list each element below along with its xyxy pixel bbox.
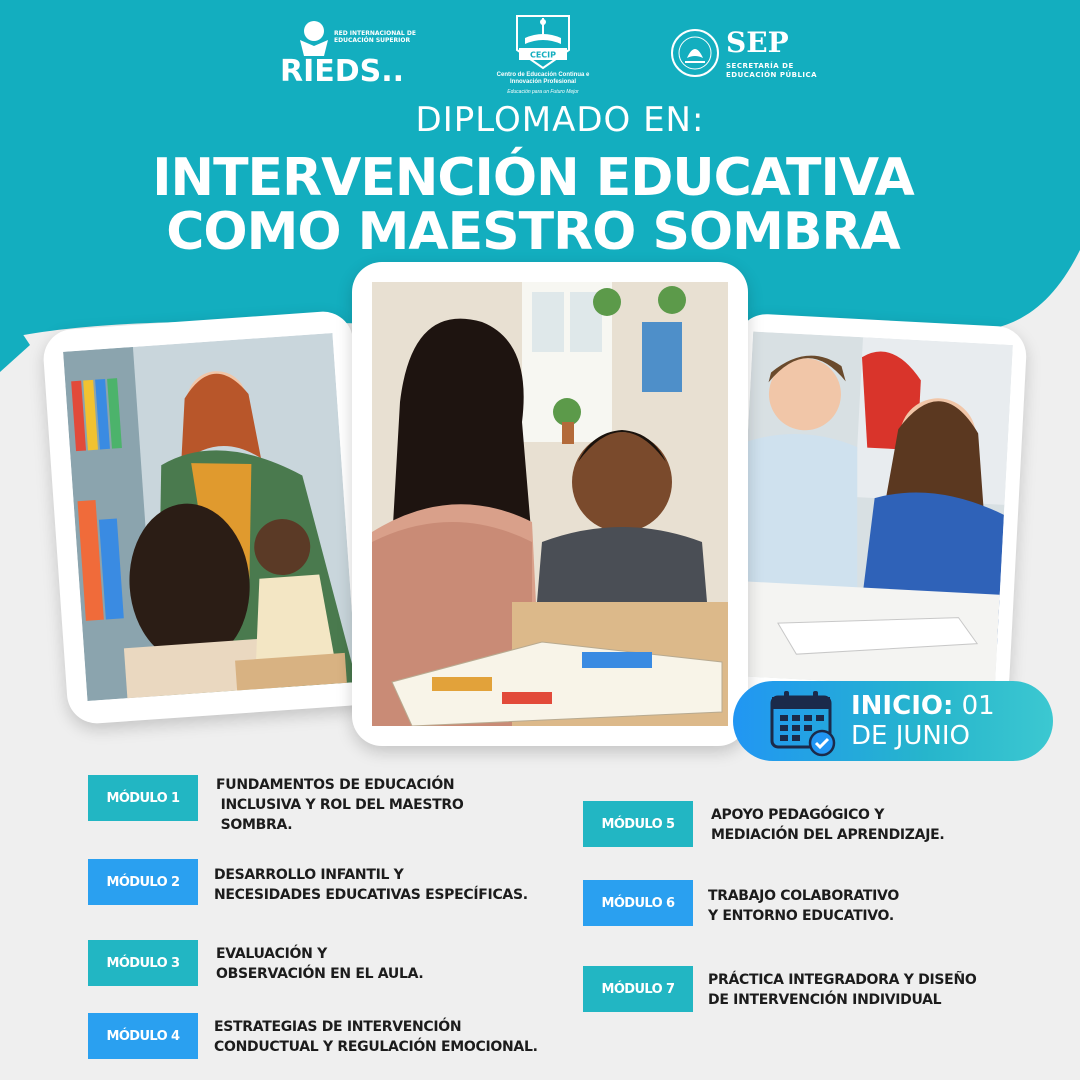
module-1-badge: MÓDULO 1	[88, 775, 198, 821]
calendar-check-icon	[770, 687, 836, 757]
diploma-subtitle: DIPLOMADO EN:	[415, 100, 705, 140]
classroom-photo-right	[735, 331, 1013, 689]
start-month: DE JUNIO	[851, 721, 970, 751]
cecip-shield-icon	[513, 10, 573, 72]
start-date-line-1	[851, 691, 995, 721]
rieds-org-name: RED INTERNACIONAL DE EDUCACIÓN SUPERIOR	[334, 30, 416, 44]
start-day: 01	[961, 691, 995, 721]
module-6-description: TRABAJO COLABORATIVO Y ENTORNO EDUCATIVO.	[708, 888, 899, 924]
sep-logo	[670, 28, 830, 83]
mexico-seal-icon	[670, 28, 720, 78]
module-4-badge: MÓDULO 4	[88, 1013, 198, 1059]
cecip-name: Centro de Educación Continua e Innovación Profesional	[496, 72, 590, 85]
module-7-description: PRÁCTICA INTEGRADORA Y DISEÑO DE INTERVENCIÓN INDIVIDUAL	[708, 972, 977, 1008]
module-1-description: FUNDAMENTOS DE EDUCACIÓN INCLUSIVA Y ROL DEL MAESTRO SOMBRA.	[216, 777, 464, 833]
cecip-logo	[488, 10, 598, 95]
diploma-title-line-2: COMO MAESTRO SOMBRA	[166, 202, 900, 262]
cecip-tagline: Educación para un Futuro Mejor	[507, 89, 579, 95]
photo-teacher-with-children	[42, 310, 379, 726]
diploma-title-line-1: INTERVENCIÓN EDUCATIVA	[152, 148, 914, 208]
start-date-badge	[733, 681, 1053, 761]
module-5-description: APOYO PEDAGÓGICO Y MEDIACIÓN DEL APRENDIZAJE.	[711, 807, 945, 843]
photo-teacher-reading-with-boy	[352, 262, 748, 746]
start-label: INICIO:	[851, 691, 954, 721]
module-2-badge: MÓDULO 2	[88, 859, 198, 905]
classroom-photo-left	[63, 333, 357, 701]
module-4-description: ESTRATEGIAS DE INTERVENCIÓN CONDUCTUAL Y REGULACIÓN EMOCIONAL.	[214, 1019, 538, 1055]
rieds-logo	[280, 20, 420, 90]
classroom-photo-center	[372, 282, 728, 726]
module-3-description: EVALUACIÓN Y OBSERVACIÓN EN EL AULA.	[216, 946, 424, 982]
sep-name: SECRETARÍA DE EDUCACIÓN PÚBLICA	[726, 62, 818, 79]
module-3-badge: MÓDULO 3	[88, 940, 198, 986]
sep-wordmark: SEP	[726, 26, 789, 59]
module-6-badge: MÓDULO 6	[583, 880, 693, 926]
photo-teacher-and-boy	[718, 313, 1027, 708]
rieds-wordmark: RIEDS..	[280, 54, 405, 89]
module-2-description: DESARROLLO INFANTIL Y NECESIDADES EDUCATIVAS ESPECÍFICAS.	[214, 867, 528, 903]
module-5-badge: MÓDULO 5	[583, 801, 693, 847]
cecip-shield-text: CECIP	[529, 50, 557, 60]
module-7-badge: MÓDULO 7	[583, 966, 693, 1012]
